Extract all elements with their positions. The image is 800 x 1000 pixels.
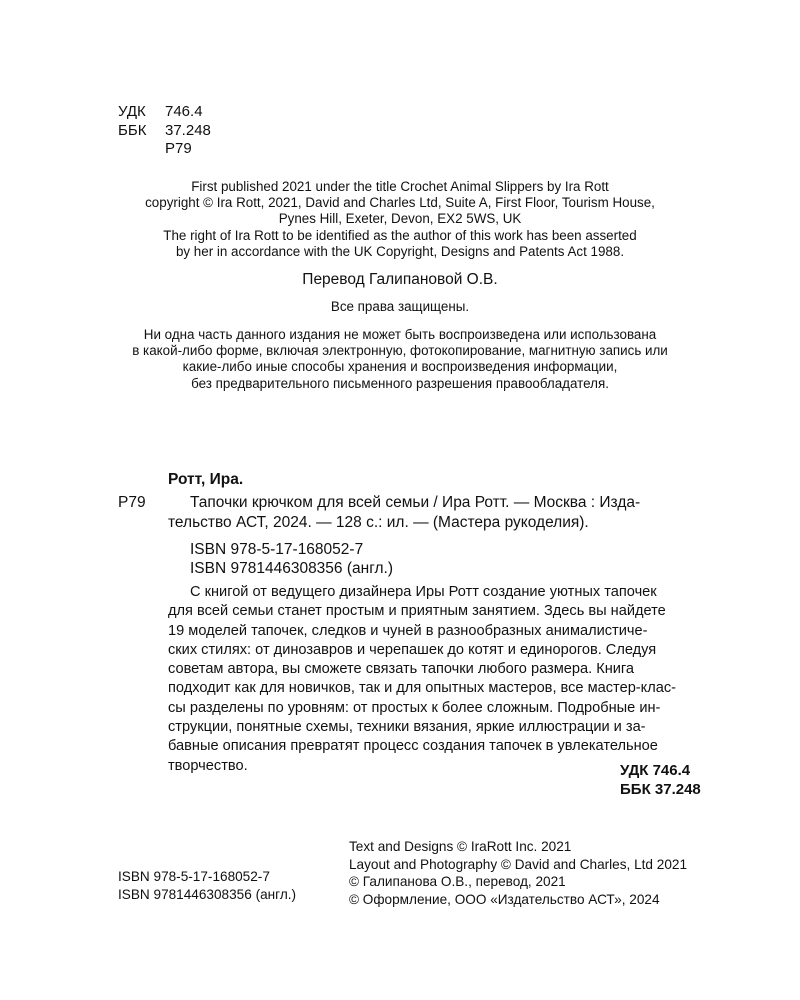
copyright-line: Text and Designs © IraRott Inc. 2021 (349, 839, 572, 854)
bib-isbn-block (190, 540, 393, 578)
copyright-line: © Оформление, ООО «Издательство АСТ», 2024 (349, 891, 660, 907)
annotation-line: С книгой от ведущего дизайнера Иры Ротт создание уютных тапочек (190, 584, 657, 600)
footer-copyrights (349, 838, 687, 908)
footer-isbn-block (118, 868, 296, 903)
rights-notice-line: в какой-либо форме, включая электронную, фотокопирование, магнитную запись или (132, 343, 668, 359)
annotation-line: подходит как для новичков, так и для опытных мастеров, все мастер-клас- (168, 680, 677, 697)
annotation-line: струкции, понятные схемы, техники вязания, яркие иллюстрации и за- (168, 719, 646, 736)
original-edition-notice (0, 179, 800, 260)
bib-bbk: ББК 37.248 (620, 781, 701, 798)
bbk-row (118, 122, 211, 141)
annotation-line: ских стилях: от динозавров и черепашек до котят и единорогов. Следуя (168, 641, 657, 658)
annotation-line: бавные описания превратят процесс создания тапочек в увлекательное (168, 738, 658, 755)
annotation-line: для всей семьи станет простым и приятным занятием. Здесь вы найдете (168, 603, 666, 620)
bib-author-mark: Р79 (118, 494, 146, 511)
bib-title-line-1: Тапочки крючком для всей семьи / Ира Ротт. — Москва : Изда- (190, 494, 641, 511)
copyright-line: Layout and Photography © David and Charles, Ltd 2021 (349, 856, 688, 872)
edition-line: by her in accordance with the UK Copyright, Designs and Patents Act 1988. (175, 243, 625, 259)
annotation-line: сы разделены по уровням: от простых к более сложным. Подробные ин- (168, 699, 661, 716)
udk-value: 746.4 (165, 103, 203, 120)
edition-line: copyright © Ira Rott, 2021, David and Charles Ltd, Suite A, First Floor, Tourism House, (145, 195, 655, 211)
rights-notice-line: Ни одна часть данного издания не может быть воспроизведена или использована (143, 327, 657, 342)
rights-notice-line: без предварительного письменного разрешения правообладателя. (191, 375, 609, 391)
rights-notice (0, 327, 800, 392)
edition-line: Pynes Hill, Exeter, Devon, EX2 5WS, UK (278, 211, 522, 227)
edition-line: First published 2021 under the title Crochet Animal Slippers by Ira Rott (191, 179, 609, 194)
bib-title-line-2: тельство АСТ, 2024. — 128 с.: ил. — (Мастера рукоделия). (168, 514, 589, 531)
rights-notice-line: какие-либо иные способы хранения и воспроизведения информации, (182, 359, 618, 375)
translator-credit: Перевод Галипановой О.В. (302, 271, 498, 288)
author-heading: Ротт, Ира. (168, 471, 244, 488)
rights-reserved: Все права защищены. (330, 299, 470, 314)
footer-isbn: ISBN 978-5-17-168052-7 (118, 869, 270, 884)
edition-line: The right of Ira Rott to be identified as the author of this work has been asserted (163, 227, 637, 243)
bib-udk: УДК 746.4 (620, 762, 691, 779)
annotation-line: творчество. (168, 757, 248, 774)
udk-label: УДК (118, 103, 146, 120)
footer-isbn: ISBN 9781446308356 (англ.) (118, 886, 297, 902)
annotation-line: советам автора, вы сможете связать тапочки любого размера. Книга (168, 661, 635, 678)
udk-row (118, 103, 211, 122)
bib-isbn: ISBN 978-5-17-168052-7 (190, 541, 364, 558)
bbk-value: 37.248 (165, 121, 211, 139)
author-mark-row (118, 140, 211, 159)
annotation-line: 19 моделей тапочек, следков и чуней в разнообразных анималистиче- (168, 622, 648, 639)
bib-isbn: ISBN 9781446308356 (англ.) (190, 560, 394, 577)
author-mark: Р79 (165, 140, 192, 157)
bbk-label: ББК (118, 121, 147, 139)
copyright-line: © Галипанова О.В., перевод, 2021 (349, 874, 566, 890)
classification-block (118, 103, 211, 159)
annotation (168, 583, 715, 776)
bib-classification (620, 761, 701, 799)
